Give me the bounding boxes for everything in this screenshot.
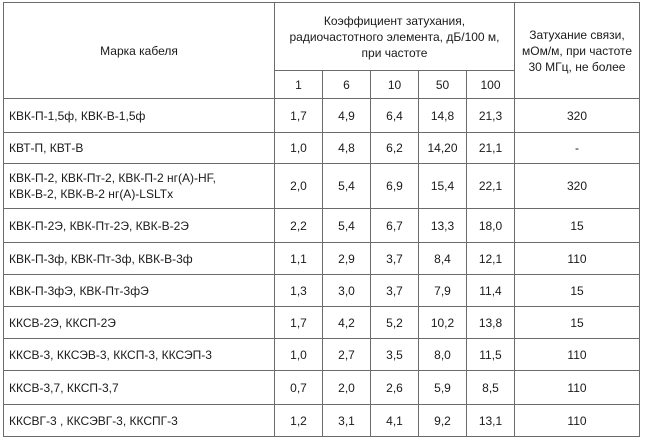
attenuation-value: 1,3 [275,275,323,307]
attenuation-value: 7,9 [419,275,467,307]
attenuation-value: 1,7 [275,99,323,133]
attenuation-value: 8,4 [419,243,467,275]
table-row [4,164,640,209]
link-attenuation-value: 15 [515,275,640,307]
header-frequency: 100 [467,71,515,99]
attenuation-value: 6,4 [371,99,419,133]
attenuation-value: 4,2 [323,307,371,339]
cable-attenuation-table [3,2,640,437]
header-brand: Марка кабеля [4,3,275,99]
attenuation-value: 8,0 [419,339,467,371]
cable-brand-line: КВК-П-1,5ф, КВК-В-1,5ф [9,108,146,123]
cable-brand-line: КВК-В-2, КВК-В-2 нг(А)-LSLTx [9,187,174,201]
link-attenuation-value: 320 [515,164,640,209]
link-attenuation-value: 15 [515,307,640,339]
table-row [4,133,640,164]
attenuation-value: 2,7 [323,339,371,371]
cable-brand-line: ККСВ-2Э, ККСП-2Э [9,315,116,330]
cable-brand-cell [4,405,275,437]
attenuation-value: 1,7 [275,307,323,339]
attenuation-value: 6,2 [371,133,419,164]
link-attenuation-value: - [515,133,640,164]
cable-brand-line: КВК-П-2, КВК-Пт-2, КВК-П-2 нг(А)-HF, [9,171,216,185]
table-row [4,209,640,243]
attenuation-value: 2,2 [275,209,323,243]
attenuation-value: 4,8 [323,133,371,164]
attenuation-value: 5,4 [323,209,371,243]
attenuation-value: 1,1 [275,243,323,275]
table-row [4,339,640,371]
attenuation-value: 4,1 [371,405,419,437]
header-link-attenuation: Затухание связи, мОм/м, при частоте 30 МГц, не более [515,3,640,99]
table-row [4,307,640,339]
attenuation-value: 3,0 [323,275,371,307]
cable-brand-cell [4,99,275,133]
attenuation-value: 3,7 [371,243,419,275]
cable-brand-line: ККСВ-3,7, ККСП-3,7 [9,380,119,395]
cable-brand-line: КВК-П-3фЭ, КВК-Пт-3фЭ [9,283,149,298]
attenuation-value: 21,1 [467,133,515,164]
cable-brand-line: ККСВГ-3 , ККСЭВГ-3, ККСПГ-3 [9,413,178,428]
attenuation-value: 8,5 [467,371,515,405]
attenuation-value: 0,7 [275,371,323,405]
cable-brand-line: КВТ-П, КВТ-В [9,141,84,155]
cable-brand-cell [4,209,275,243]
attenuation-value: 22,1 [467,164,515,209]
attenuation-value: 14,8 [419,99,467,133]
link-attenuation-value: 320 [515,99,640,133]
attenuation-value: 12,1 [467,243,515,275]
cable-brand-cell [4,275,275,307]
attenuation-value: 2,0 [323,371,371,405]
attenuation-value: 5,9 [419,371,467,405]
attenuation-value: 1,0 [275,339,323,371]
attenuation-value: 13,3 [419,209,467,243]
table-row [4,275,640,307]
attenuation-value: 1,2 [275,405,323,437]
cable-brand-cell [4,243,275,275]
link-attenuation-value: 110 [515,371,640,405]
attenuation-value: 6,9 [371,164,419,209]
link-attenuation-value: 110 [515,405,640,437]
table-row [4,99,640,133]
attenuation-value: 5,2 [371,307,419,339]
cable-brand-line: КВК-П-2Э, КВК-Пт-2Э, КВК-В-2Э [9,218,189,233]
attenuation-value: 13,8 [467,307,515,339]
cable-brand-cell [4,371,275,405]
attenuation-value: 13,1 [467,405,515,437]
attenuation-value: 4,9 [323,99,371,133]
attenuation-value: 2,0 [275,164,323,209]
attenuation-value: 3,5 [371,339,419,371]
attenuation-value: 3,7 [371,275,419,307]
link-attenuation-value: 110 [515,339,640,371]
attenuation-value: 10,2 [419,307,467,339]
attenuation-value: 6,7 [371,209,419,243]
attenuation-value: 14,20 [419,133,467,164]
attenuation-value: 1,0 [275,133,323,164]
link-attenuation-value: 15 [515,209,640,243]
attenuation-value: 3,1 [323,405,371,437]
attenuation-value: 15,4 [419,164,467,209]
header-frequency: 50 [419,71,467,99]
attenuation-value: 2,6 [371,371,419,405]
attenuation-value: 5,4 [323,164,371,209]
link-attenuation-value: 110 [515,243,640,275]
cable-brand-line: ККСВ-3, ККСЭВ-3, ККСП-3, ККСЭП-3 [9,347,212,362]
attenuation-value: 18,0 [467,209,515,243]
attenuation-value: 21,3 [467,99,515,133]
attenuation-value: 11,4 [467,275,515,307]
header-frequency: 1 [275,71,323,99]
attenuation-value: 2,9 [323,243,371,275]
attenuation-value: 11,5 [467,339,515,371]
cable-brand-cell [4,164,275,209]
cable-brand-cell [4,339,275,371]
header-frequency: 10 [371,71,419,99]
table-row [4,371,640,405]
cable-brand-cell [4,133,275,164]
cable-brand-cell [4,307,275,339]
header-coefficient: Коэффициент затухания, радиочастотного элемента, дБ/100 м, при частоте [275,3,515,71]
cable-brand-line: КВК-П-3ф, КВК-Пт-3ф, КВК-В-3ф [9,251,193,266]
header-frequency: 6 [323,71,371,99]
attenuation-value: 9,2 [419,405,467,437]
table-row [4,405,640,437]
table-row [4,243,640,275]
